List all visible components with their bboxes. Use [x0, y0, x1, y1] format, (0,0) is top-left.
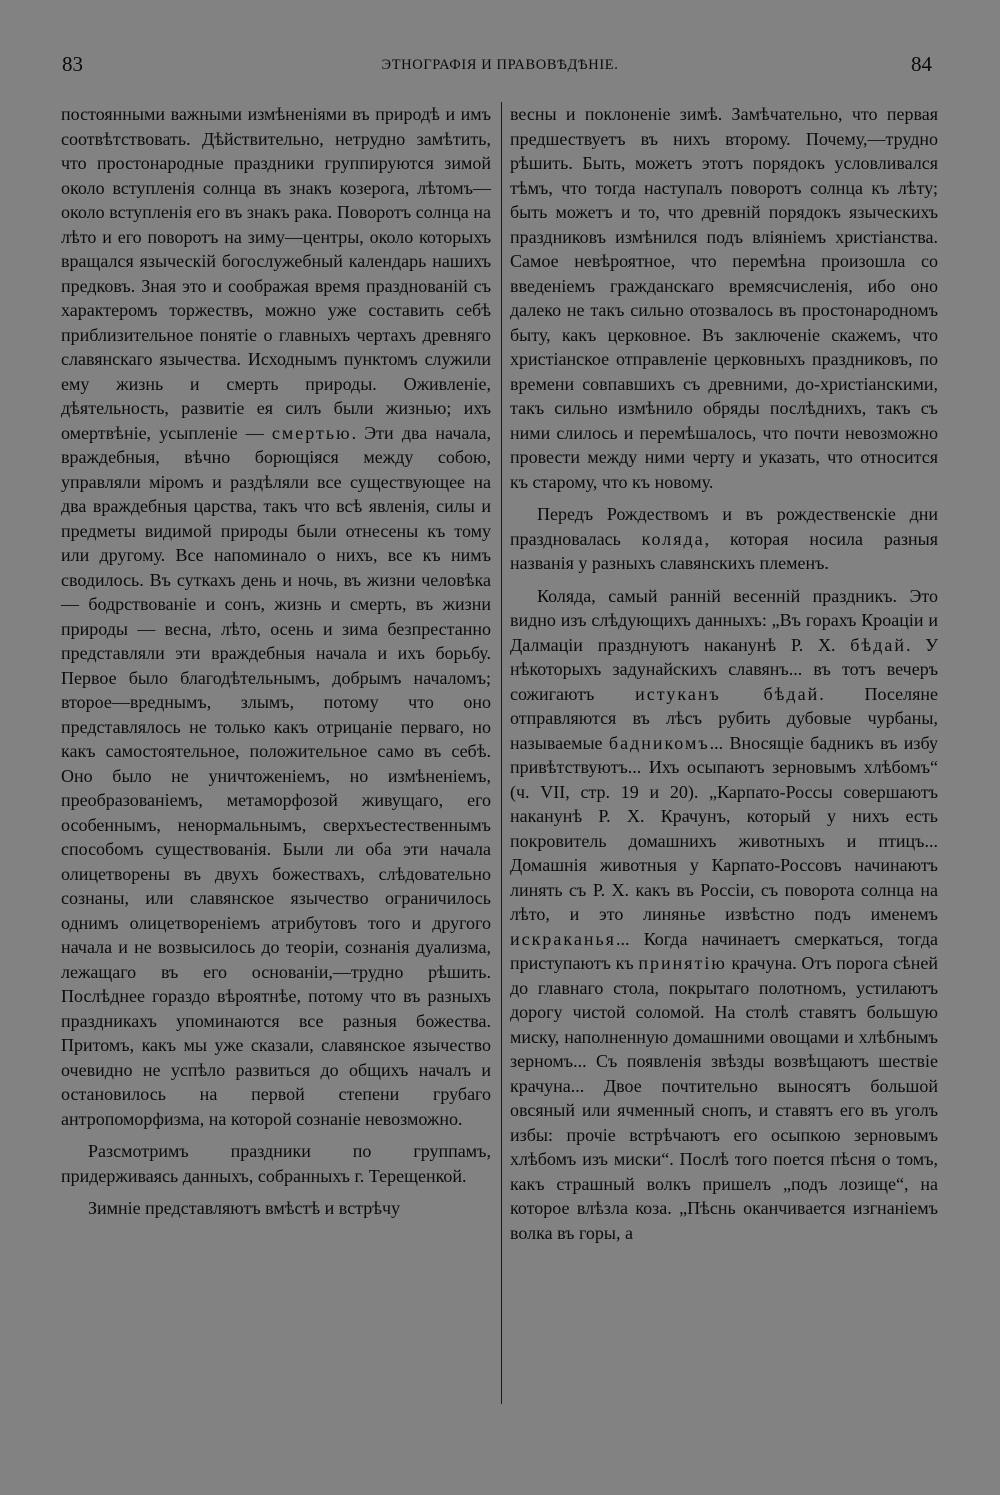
text-run: , которая носила разныя названія у разныхъ славянскихъ племенъ.: [510, 528, 938, 573]
running-title: ЭТНОГРАФІЯ И ПРАВОВѢДѢНІЕ.: [381, 57, 619, 73]
text-run: , который у нихъ есть покровитель домашнихъ животныхъ и птицъ... Домашнія животныя у Карпато-Россовъ начинаютъ линять съ Р. Х. какъ въ Россіи, съ поворота солнца на лѣто, и это линянье извѣстно подъ именемъ: [510, 806, 938, 924]
emphasized-text: бѣдай: [850, 634, 906, 655]
emphasized-text: истуканъ бѣдай: [635, 683, 820, 704]
paragraph: весны и поклоненіе зимѣ. Замѣчательно, что первая предшествуетъ въ нихъ второму. Почему,—трудно рѣшить. Быть, можетъ этотъ порядокъ условливался тѣмъ, что тогда наступалъ поворотъ солнца къ лѣту; быть можетъ и то, что древній порядокъ языческихъ праздниковъ измѣнился подъ вліяніемъ христіанства. Самое невѣроятное, что перемѣна произошла со введеніемъ гражданскаго времясчисленія, ибо оно далеко не такъ сильно отозвалось въ простонародномъ быту, какъ церковное. Въ заключеніе скажемъ, что христіанское отправленіе церковныхъ праздниковъ, по времени совпавшихъ съ древними, до-христіанскими, такъ сильно измѣнило обряды послѣднихъ, такъ съ ними слилось и перемѣшалось, что почти невозможно провести между ними черту и указать, что относится къ старому, что къ новому.: [510, 104, 938, 492]
text-run: . Эти два начала, враждебныя, вѣчно борющіяся между собою, управляли міромъ и раздѣляли все существующее на два враждебныя царства, такъ что всѣ явленія, силы и предметы видимой природы были отнесены къ тому или другому. Все напоминало о нихъ, все къ нимъ сводилось. Въ суткахъ день и ночь, въ жизни человѣка — бодрствованіе и сонъ, жизнь и смерть, въ жизни природы — весна, лѣто, осень и зима безпрестанно представляли эти враждебныя начала и ихъ борьбу. Первое было благодѣтельнымъ, добрымъ началомъ; второе—вреднымъ, злымъ, потому что оно представлялось не только какъ отрицаніе перваго, но какъ самостоятельное, положительное само въ себѣ. Оно было не уничтоженіемъ, но измѣненіемъ, преобразованіемъ, метаморфозой живущаго, его особеннымъ, ненормальнымъ, сверхъестественнымъ способомъ существованія. Были ли оба эти начала олицетворены въ двухъ божествахъ, слѣдовательно сознаны, или славянское язычество ограничилось однимъ олицетвореніемъ атрибутовъ того и другого начала и не возвысилось до теоріи, сознанія дуализма, лежащаго въ его основаніи,—трудно рѣшить. Послѣднее гораздо вѣроятнѣе, потому что въ разныхъ праздникахъ упоминаются все разныя божества. Притомъ, какъ мы уже сказали, славянское язычество очевидно не успѣло развиться до общихъ началъ и остановилось на первой степени грубаго антропоморфизма, на которой сознаніе невозможно.: [61, 422, 491, 1129]
page-header: [0, 52, 1000, 80]
text-run: Передъ Рождествомъ и въ рождественскіе дни праздновалась: [510, 504, 938, 549]
text-run: крачуна. Отъ порога сѣней до главнаго стола, покрытаго полотномъ, устилаютъ дорогу чистой соломой. На столѣ ставятъ большую миску, наполненную домашними овощами и хлѣбнымъ зерномъ... Съ появленія звѣзды возвѣщаютъ шествіе крачуна... Двое почтительно выносятъ большой овсяный или ячменный снопъ, и ставятъ его въ уголъ избы: прочіе встрѣчаютъ его осыпкою зерновымъ хлѣбомъ изъ миски“. Послѣ того поется пѣсня о томъ, какъ страшный волкъ пришелъ „подъ лозище“, на которое влѣзла коза. „Пѣснь оканчивается изгнаніемъ волка въ горы, а: [510, 953, 938, 1243]
text-run: ... Вносящіе бадникъ въ избу привѣтствуютъ... Ихъ осыпаютъ зерновымъ хлѣбомъ“ (ч. VII, стр. 19 и 20). „Карпато-Россы совершаютъ наканунѣ Р. Х.: [510, 732, 939, 826]
page-number-right: 84: [911, 52, 932, 76]
emphasized-text: принятію: [638, 953, 727, 973]
right-column: [510, 102, 938, 1245]
page-number-left: 83: [62, 52, 83, 76]
paragraph: [510, 502, 938, 576]
text-run: ... Когда начинаетъ смеркаться, тогда приступаютъ къ: [510, 928, 938, 973]
paragraph: Зимніе представляютъ вмѣстѣ и встрѣчу: [88, 1198, 401, 1218]
emphasized-text: коляда: [641, 528, 705, 549]
text-run: Коляда, самый ранній весенній праздникъ. Это видно изъ слѣдующихъ данныхъ: „Въ горахъ Кроаціи и Далмаціи празднуютъ наканунѣ Р. Х.: [510, 585, 938, 655]
emphasized-text: бадникомъ: [608, 732, 710, 753]
paragraph: [510, 584, 938, 1246]
text-run: . У нѣкоторыхъ задунайскихъ славянъ... въ тотъ вечеръ сожигаютъ: [510, 634, 938, 704]
paragraph: Разсмотримъ праздники по группамъ, придерживаясь данныхъ, собранныхъ г. Терещенкой.: [61, 1141, 491, 1186]
emphasized-text: смертью: [271, 422, 352, 443]
text-run: . Поселяне отправляются въ лѣсъ рубить дубовые чурбаны, называемые: [510, 683, 938, 753]
text-run: постоянными важными измѣненіями въ природѣ и имъ соотвѣтствовать. Дѣйствительно, нетрудно замѣтить, что простонародные праздники группируются зимой около вступленія солнца въ знакъ козерога, лѣтомъ—около вступленія его въ знакъ рака. Поворотъ солнца на лѣто и его поворотъ на зиму—центры, около которыхъ вращался языческій богослужебный календарь нашихъ предковъ. Зная это и соображая время празднованій съ характеромъ торжествъ, можно уже составить себѣ приблизительное понятіе о главныхъ чертахъ древняго славянскаго язычества. Исходнымъ пунктомъ служили ему жизнь и смерть природы. Оживленіе, дѣятельность, развитіе ея силъ были жизнью; ихъ омертвѣніе, усыпленіе —: [61, 104, 491, 443]
text-run: Крачунъ: [660, 806, 727, 826]
column-divider: [501, 102, 502, 1404]
emphasized-text: искраканья: [510, 928, 616, 949]
paragraph: [61, 102, 491, 1131]
left-column: [61, 102, 491, 1221]
